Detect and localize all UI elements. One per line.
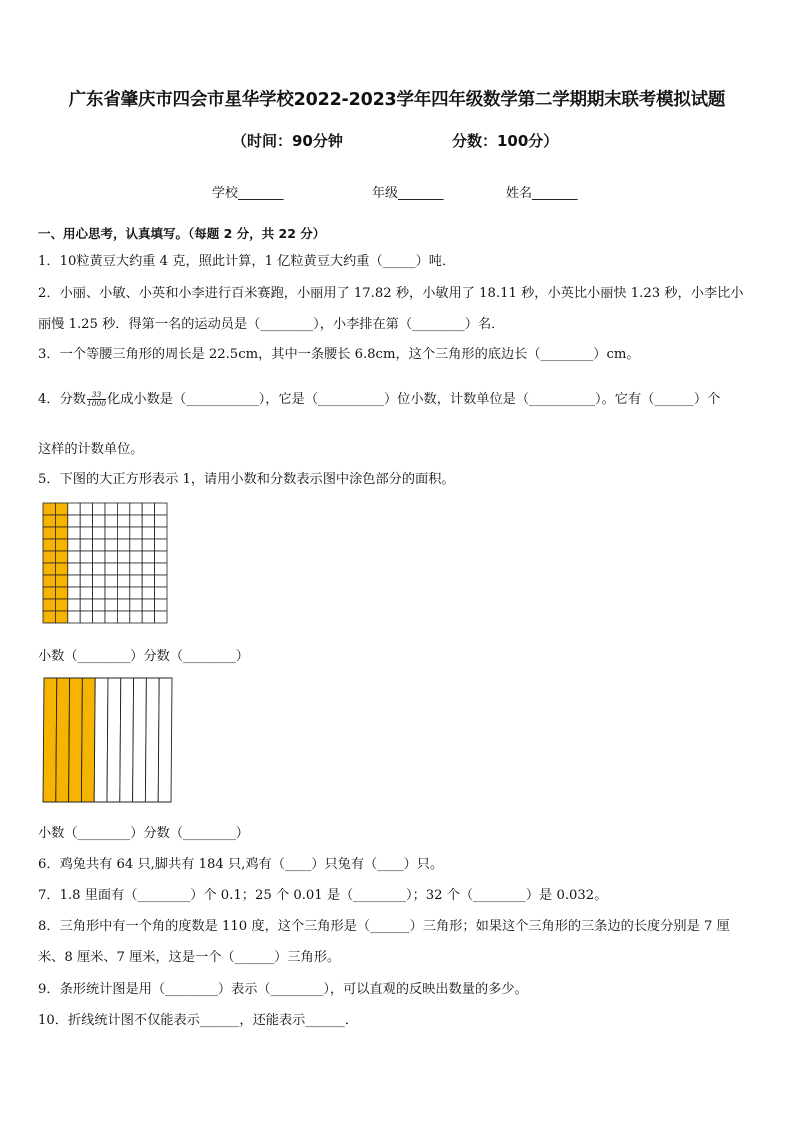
- grid-cell: [93, 575, 105, 587]
- grid-cell: [68, 587, 80, 599]
- grid-cell: [93, 587, 105, 599]
- grid-cell: [117, 539, 129, 551]
- grid-cell: [117, 503, 129, 515]
- grid-cell: [142, 587, 154, 599]
- shaded-grid-cell: [43, 587, 55, 599]
- grid-cell: [142, 599, 154, 611]
- strip: [145, 678, 159, 802]
- grid-cell: [93, 515, 105, 527]
- question-4-suffix: 化成小数是（___________），它是（__________）位小数，计数单位是（__________）。它有（______）个: [107, 392, 721, 407]
- grid-cell: [117, 527, 129, 539]
- shaded-grid-cell: [43, 515, 55, 527]
- grid-cell: [68, 563, 80, 575]
- grid-cell: [80, 503, 92, 515]
- grid-cell: [80, 587, 92, 599]
- grid-cell: [93, 527, 105, 539]
- shaded-grid-cell: [55, 539, 67, 551]
- grid-cell: [117, 599, 129, 611]
- section-heading: 一、用心思考，认真填写。（每题 2 分，共 22 分）: [38, 226, 326, 241]
- shaded-grid-cell: [43, 527, 55, 539]
- grid-cell: [80, 611, 92, 623]
- grid-cell: [68, 515, 80, 527]
- grid-cell: [93, 599, 105, 611]
- shaded-grid-cell: [55, 611, 67, 623]
- grid-cell: [117, 515, 129, 527]
- shaded-grid-cell: [43, 599, 55, 611]
- grid-cell: [93, 551, 105, 563]
- strip: [94, 678, 108, 802]
- grid-cell: [105, 503, 117, 515]
- grid-cell: [68, 611, 80, 623]
- name-field: 姓名_______: [506, 186, 578, 201]
- grid-cell: [68, 539, 80, 551]
- grid-cell: [80, 527, 92, 539]
- shaded-grid-cell: [55, 527, 67, 539]
- grid-cell: [142, 551, 154, 563]
- question-5-answer-1: 小数（________）分数（________）: [38, 649, 249, 664]
- shaded-grid-cell: [55, 575, 67, 587]
- shaded-strip: [43, 678, 57, 802]
- exam-time: （时间：90分钟: [232, 132, 343, 150]
- grid-cell: [105, 611, 117, 623]
- shaded-grid-cell: [55, 587, 67, 599]
- question-3: 3．一个等腰三角形的周长是 22.5cm，其中一条腰长 6.8cm，这个三角形的底边长（________）cm。: [38, 347, 640, 362]
- question-5-answer-2: 小数（________）分数（________）: [38, 826, 249, 841]
- ten-strip-figure: [42, 677, 174, 805]
- question-8-line2: 米、8 厘米、7 厘米，这是一个（______）三角形。: [38, 950, 341, 965]
- grid-cell: [68, 527, 80, 539]
- grid-cell: [105, 563, 117, 575]
- grid-cell: [142, 503, 154, 515]
- grid-cell: [130, 563, 142, 575]
- grid-cell: [130, 611, 142, 623]
- grid-cell: [117, 587, 129, 599]
- grid-cell: [142, 611, 154, 623]
- grid-cell: [155, 527, 167, 539]
- shaded-grid-cell: [43, 563, 55, 575]
- shaded-grid-cell: [55, 563, 67, 575]
- question-2-line1: 2．小丽、小敏、小英和小李进行百米赛跑，小丽用了 17.82 秒，小敏用了 18.11 秒，小英比小丽快 1.23 秒，小李比小: [38, 286, 744, 301]
- shaded-grid-cell: [55, 599, 67, 611]
- grid-cell: [155, 551, 167, 563]
- question-5: 5．下图的大正方形表示 1，请用小数和分数表示图中涂色部分的面积。: [38, 472, 455, 487]
- grid-cell: [105, 527, 117, 539]
- grid-cell: [68, 551, 80, 563]
- grid-cell: [155, 503, 167, 515]
- hundred-grid-figure: [42, 502, 170, 624]
- grid-cell: [117, 611, 129, 623]
- grid-cell: [117, 575, 129, 587]
- grid-cell: [93, 539, 105, 551]
- shaded-grid-cell: [43, 539, 55, 551]
- grid-cell: [80, 575, 92, 587]
- grid-cell: [80, 599, 92, 611]
- grid-cell: [80, 551, 92, 563]
- shaded-grid-cell: [55, 503, 67, 515]
- shaded-strip: [56, 678, 70, 802]
- question-2-line2: 丽慢 1.25 秒．得第一名的运动员是（________），小李排在第（________）名．: [38, 317, 505, 332]
- grid-cell: [105, 539, 117, 551]
- shaded-grid-cell: [43, 575, 55, 587]
- shaded-grid-cell: [55, 515, 67, 527]
- page-title: 广东省肇庆市四会市星华学校2022-2023学年四年级数学第二学期期末联考模拟试题: [68, 90, 726, 110]
- grid-cell: [155, 611, 167, 623]
- grid-cell: [130, 551, 142, 563]
- question-4-line2: 这样的计数单位。: [38, 442, 144, 457]
- grid-cell: [68, 503, 80, 515]
- grid-cell: [155, 599, 167, 611]
- grid-cell: [80, 563, 92, 575]
- shaded-grid-cell: [43, 551, 55, 563]
- question-9: 9．条形统计图是用（________）表示（________），可以直观的反映出数量的多少。: [38, 982, 528, 997]
- exam-score: 分数：100分）: [452, 132, 559, 150]
- school-field: 学校_______: [212, 186, 284, 201]
- shaded-strip: [69, 678, 83, 802]
- strip: [120, 678, 134, 802]
- grid-cell: [93, 563, 105, 575]
- grid-cell: [130, 575, 142, 587]
- strip: [158, 678, 172, 802]
- grid-cell: [155, 539, 167, 551]
- strip: [133, 678, 147, 802]
- grid-cell: [130, 503, 142, 515]
- grade-field: 年级_______: [372, 186, 444, 201]
- grid-cell: [155, 587, 167, 599]
- strip: [107, 678, 121, 802]
- question-6: 6．鸡兔共有 64 只,脚共有 184 只,鸡有（____）只兔有（____）只。: [38, 857, 444, 872]
- question-4: [38, 388, 720, 408]
- grid-cell: [105, 515, 117, 527]
- grid-cell: [80, 515, 92, 527]
- fraction-denominator: 1000: [86, 399, 107, 408]
- grid-cell: [68, 575, 80, 587]
- grid-cell: [142, 563, 154, 575]
- question-4-prefix: 4．分数: [38, 392, 86, 407]
- fraction: [87, 391, 106, 408]
- grid-cell: [117, 563, 129, 575]
- grid-cell: [130, 539, 142, 551]
- grid-cell: [105, 575, 117, 587]
- grid-cell: [155, 515, 167, 527]
- grid-cell: [130, 599, 142, 611]
- shaded-grid-cell: [55, 551, 67, 563]
- grid-cell: [93, 503, 105, 515]
- grid-cell: [105, 599, 117, 611]
- grid-cell: [105, 551, 117, 563]
- grid-cell: [142, 575, 154, 587]
- question-7: 7．1.8 里面有（________）个 0.1；25 个 0.01 是（________）；32 个（________）是 0.032。: [38, 888, 608, 903]
- question-1: 1．10粒黄豆大约重 4 克，照此计算，1 亿粒黄豆大约重（_____）吨．: [38, 254, 456, 269]
- grid-cell: [130, 587, 142, 599]
- grid-cell: [68, 599, 80, 611]
- grid-cell: [155, 575, 167, 587]
- question-8-line1: 8．三角形中有一个角的度数是 110 度，这个三角形是（______）三角形；如果这个三角形的三条边的长度分别是 7 厘: [38, 919, 730, 934]
- fraction-numerator: 33: [87, 391, 106, 400]
- grid-cell: [80, 539, 92, 551]
- grid-cell: [155, 563, 167, 575]
- grid-cell: [105, 587, 117, 599]
- grid-cell: [142, 539, 154, 551]
- grid-cell: [130, 515, 142, 527]
- shaded-grid-cell: [43, 611, 55, 623]
- grid-cell: [142, 527, 154, 539]
- grid-cell: [117, 551, 129, 563]
- grid-cell: [130, 527, 142, 539]
- grid-cell: [93, 611, 105, 623]
- grid-cell: [142, 515, 154, 527]
- shaded-grid-cell: [43, 503, 55, 515]
- question-10: 10．折线统计图不仅能表示______，还能表示______．: [38, 1013, 359, 1028]
- shaded-strip: [81, 678, 95, 802]
